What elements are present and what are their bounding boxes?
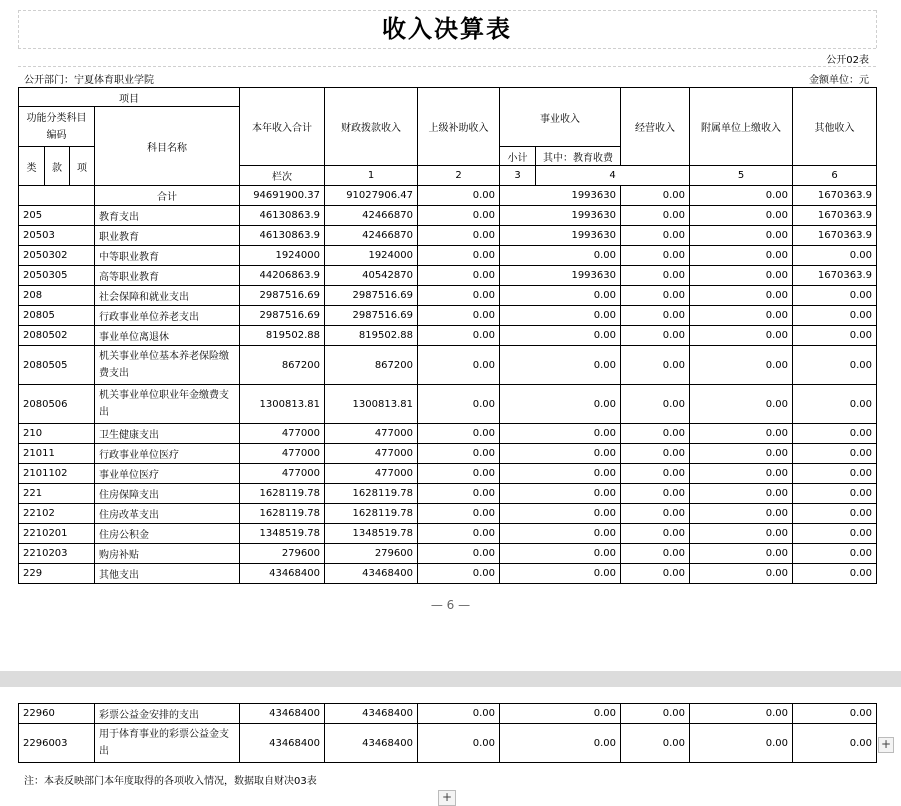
subject-code: 22102 [19,504,95,524]
value-cell: 0.00 [418,524,500,544]
header-kuan: 款 [45,147,70,186]
value-cell: 0.00 [621,206,690,226]
subject-name: 社会保障和就业支出 [95,286,240,306]
value-cell: 0.00 [690,724,793,763]
subject-code: 221 [19,484,95,504]
form-code: 公开02表 [826,55,869,66]
table-row [19,564,877,584]
col-num: 2 [418,166,500,186]
table-row [19,704,877,724]
subject-name: 住房公积金 [95,524,240,544]
value-cell: 1993630 [500,226,621,246]
subject-name: 高等职业教育 [95,266,240,286]
header-business: 经营收入 [621,88,690,166]
value-cell: 0.00 [690,206,793,226]
value-cell: 279600 [325,544,418,564]
value-cell: 43468400 [325,704,418,724]
value-cell: 2987516.69 [240,306,325,326]
col-num: 6 [793,166,877,186]
subject-code: 22960 [19,704,95,724]
table-row [19,326,877,346]
subject-code: 210 [19,424,95,444]
value-cell: 0.00 [690,246,793,266]
value-cell: 0.00 [793,564,877,584]
value-cell: 0.00 [500,504,621,524]
value-cell: 0.00 [690,326,793,346]
value-cell: 279600 [240,544,325,564]
subject-name: 教育支出 [95,206,240,226]
value-cell: 0.00 [621,424,690,444]
value-cell: 0.00 [418,186,500,206]
subject-name: 购房补贴 [95,544,240,564]
subject-code: 2080502 [19,326,95,346]
value-cell: 0.00 [500,326,621,346]
value-cell: 43468400 [240,564,325,584]
value-cell: 0.00 [500,286,621,306]
value-cell: 1628119.78 [325,484,418,504]
value-cell: 819502.88 [240,326,325,346]
value-cell: 477000 [325,444,418,464]
subject-name: 住房改革支出 [95,504,240,524]
value-cell: 94691900.37 [240,186,325,206]
header-subject-name: 科目名称 [95,107,240,186]
subject-code: 2080505 [19,346,95,385]
header-row [19,88,877,107]
value-cell: 867200 [325,346,418,385]
table-row [19,286,877,306]
value-cell: 0.00 [690,286,793,306]
add-row-button[interactable]: + [438,790,456,806]
value-cell: 0.00 [418,724,500,763]
value-cell: 0.00 [793,286,877,306]
value-cell: 0.00 [500,346,621,385]
value-cell: 0.00 [793,326,877,346]
header-item: 项目 [19,88,240,107]
value-cell: 0.00 [621,524,690,544]
value-cell: 0.00 [621,385,690,424]
value-cell: 1670363.9 [793,206,877,226]
value-cell: 0.00 [793,385,877,424]
subject-name: 机关事业单位基本养老保险缴费支出 [95,346,240,385]
value-cell: 1628119.78 [325,504,418,524]
value-cell: 0.00 [690,564,793,584]
value-cell: 0.00 [690,186,793,206]
value-cell: 819502.88 [325,326,418,346]
value-cell: 0.00 [500,246,621,266]
value-cell: 477000 [325,424,418,444]
table-row [19,464,877,484]
value-cell: 0.00 [621,724,690,763]
header-xiang: 项 [70,147,95,186]
income-table-continued [18,703,877,763]
header-career-sub: 小计 [500,147,536,166]
value-cell: 1924000 [240,246,325,266]
table-row [19,524,877,544]
value-cell: 0.00 [621,266,690,286]
subject-code: 205 [19,206,95,226]
subject-name: 用于体育事业的彩票公益金支出 [95,724,240,763]
subject-name: 事业单位医疗 [95,464,240,484]
value-cell: 0.00 [690,385,793,424]
add-column-button[interactable]: + [878,737,894,753]
income-table [18,87,877,584]
value-cell: 0.00 [690,306,793,326]
value-cell: 0.00 [793,464,877,484]
page-number: — 6 — [430,598,471,612]
table-row [19,346,877,385]
value-cell: 1300813.81 [325,385,418,424]
subject-code: 2296003 [19,724,95,763]
subject-name: 机关事业单位职业年金缴费支出 [95,385,240,424]
table-row [19,385,877,424]
value-cell: 0.00 [690,704,793,724]
header-other: 其他收入 [793,88,877,166]
subject-code: 2101102 [19,464,95,484]
col-num: 5 [690,166,793,186]
subject-name: 行政事业单位医疗 [95,444,240,464]
value-cell: 2987516.69 [325,306,418,326]
value-cell: 0.00 [500,544,621,564]
value-cell: 43468400 [325,724,418,763]
blank-cell [19,186,95,206]
value-cell: 0.00 [418,484,500,504]
subject-code: 21011 [19,444,95,464]
value-cell: 477000 [240,464,325,484]
subject-name: 职业教育 [95,226,240,246]
value-cell: 0.00 [690,444,793,464]
table-row [19,206,877,226]
value-cell: 1628119.78 [240,484,325,504]
value-cell: 1348519.78 [240,524,325,544]
table-note: 注：本表反映部门本年度取得的各项收入情况，数据取自财决03表 [24,776,317,787]
header-affiliated: 附属单位上缴收入 [690,88,793,166]
value-cell: 0.00 [621,464,690,484]
subject-code: 2210203 [19,544,95,564]
value-cell: 46130863.9 [240,226,325,246]
value-cell: 0.00 [418,326,500,346]
value-cell: 0.00 [690,524,793,544]
value-cell: 0.00 [793,484,877,504]
value-cell: 1993630 [500,186,621,206]
subject-name: 住房保障支出 [95,484,240,504]
value-cell: 0.00 [418,385,500,424]
value-cell: 0.00 [418,564,500,584]
value-cell: 0.00 [690,504,793,524]
table-row [19,544,877,564]
value-cell: 0.00 [793,306,877,326]
value-cell: 0.00 [621,504,690,524]
value-cell: 0.00 [793,544,877,564]
value-cell: 0.00 [418,226,500,246]
value-cell: 1670363.9 [793,266,877,286]
total-label: 合计 [95,186,240,206]
value-cell: 1628119.78 [240,504,325,524]
value-cell: 0.00 [418,504,500,524]
value-cell: 0.00 [418,306,500,326]
col-num: 3 [500,166,536,186]
value-cell: 1300813.81 [240,385,325,424]
total-row [19,186,877,206]
value-cell: 44206863.9 [240,266,325,286]
department-label: 公开部门：宁夏体育职业学院 [24,75,154,86]
table-row [19,484,877,504]
subject-code: 229 [19,564,95,584]
value-cell: 0.00 [793,524,877,544]
value-cell: 0.00 [690,424,793,444]
unit-label: 金额单位：元 [809,75,869,86]
value-cell: 0.00 [418,544,500,564]
value-cell: 0.00 [500,385,621,424]
value-cell: 0.00 [793,504,877,524]
header-fiscal: 财政拨款收入 [325,88,418,166]
value-cell: 0.00 [690,464,793,484]
value-cell: 1924000 [325,246,418,266]
value-cell: 0.00 [690,346,793,385]
value-cell: 2987516.69 [325,286,418,306]
subject-name: 行政事业单位养老支出 [95,306,240,326]
table-row [19,444,877,464]
value-cell: 0.00 [621,346,690,385]
subject-name: 其他支出 [95,564,240,584]
subject-code: 2080506 [19,385,95,424]
value-cell: 0.00 [500,464,621,484]
value-cell: 0.00 [500,704,621,724]
header-total: 本年收入合计 [240,88,325,166]
value-cell: 0.00 [500,564,621,584]
value-cell: 43468400 [240,724,325,763]
value-cell: 0.00 [500,724,621,763]
header-lei: 类 [19,147,45,186]
subject-code: 2050302 [19,246,95,266]
value-cell: 0.00 [500,444,621,464]
value-cell: 0.00 [793,246,877,266]
subject-code: 208 [19,286,95,306]
value-cell: 0.00 [793,346,877,385]
value-cell: 1670363.9 [793,226,877,246]
col-num: 1 [325,166,418,186]
value-cell: 46130863.9 [240,206,325,226]
value-cell: 0.00 [690,544,793,564]
table-row [19,724,877,763]
value-cell: 2987516.69 [240,286,325,306]
value-cell: 91027906.47 [325,186,418,206]
value-cell: 0.00 [793,424,877,444]
value-cell: 0.00 [621,564,690,584]
value-cell: 0.00 [621,444,690,464]
value-cell: 0.00 [418,424,500,444]
value-cell: 1993630 [500,206,621,226]
value-cell: 1348519.78 [325,524,418,544]
value-cell: 42466870 [325,206,418,226]
value-cell: 0.00 [793,704,877,724]
value-cell: 0.00 [621,246,690,266]
lanci-cell: 栏次 [240,166,325,186]
value-cell: 1670363.9 [793,186,877,206]
subject-name: 卫生健康支出 [95,424,240,444]
page-guide-line [18,66,876,67]
value-cell: 0.00 [418,444,500,464]
value-cell: 1993630 [500,266,621,286]
value-cell: 43468400 [325,564,418,584]
value-cell: 42466870 [325,226,418,246]
value-cell: 0.00 [621,704,690,724]
value-cell: 0.00 [690,484,793,504]
value-cell: 0.00 [621,186,690,206]
value-cell: 477000 [240,444,325,464]
col-num: 4 [536,166,690,186]
header-func-code: 功能分类科目编码 [19,107,95,147]
value-cell: 0.00 [690,266,793,286]
value-cell: 43468400 [240,704,325,724]
value-cell: 0.00 [418,704,500,724]
value-cell: 0.00 [621,286,690,306]
value-cell: 0.00 [690,226,793,246]
value-cell: 0.00 [621,484,690,504]
value-cell: 477000 [240,424,325,444]
table-row [19,266,877,286]
table-row [19,306,877,326]
page-break-gap [0,671,901,687]
value-cell: 0.00 [621,226,690,246]
value-cell: 0.00 [793,724,877,763]
subject-code: 2050305 [19,266,95,286]
subject-code: 2210201 [19,524,95,544]
value-cell: 0.00 [418,246,500,266]
value-cell: 0.00 [500,524,621,544]
value-cell: 0.00 [418,464,500,484]
value-cell: 0.00 [500,484,621,504]
value-cell: 0.00 [418,346,500,385]
table-row [19,246,877,266]
value-cell: 0.00 [621,326,690,346]
value-cell: 867200 [240,346,325,385]
subject-name: 彩票公益金安排的支出 [95,704,240,724]
value-cell: 40542870 [325,266,418,286]
page-guide-line [876,10,877,48]
value-cell: 0.00 [621,544,690,564]
value-cell: 477000 [325,464,418,484]
header-upper: 上级补助收入 [418,88,500,166]
value-cell: 0.00 [500,306,621,326]
subject-code: 20503 [19,226,95,246]
value-cell: 0.00 [418,266,500,286]
value-cell: 0.00 [418,206,500,226]
value-cell: 0.00 [418,286,500,306]
table-row [19,424,877,444]
value-cell: 0.00 [621,306,690,326]
header-career: 事业收入 [500,88,621,147]
table-row [19,504,877,524]
header-career-edu: 其中：教育收费 [536,147,621,166]
subject-name: 中等职业教育 [95,246,240,266]
table-title: 收入决算表 [18,10,876,49]
value-cell: 0.00 [793,444,877,464]
subject-code: 20805 [19,306,95,326]
value-cell: 0.00 [500,424,621,444]
table-row [19,226,877,246]
subject-name: 事业单位离退休 [95,326,240,346]
